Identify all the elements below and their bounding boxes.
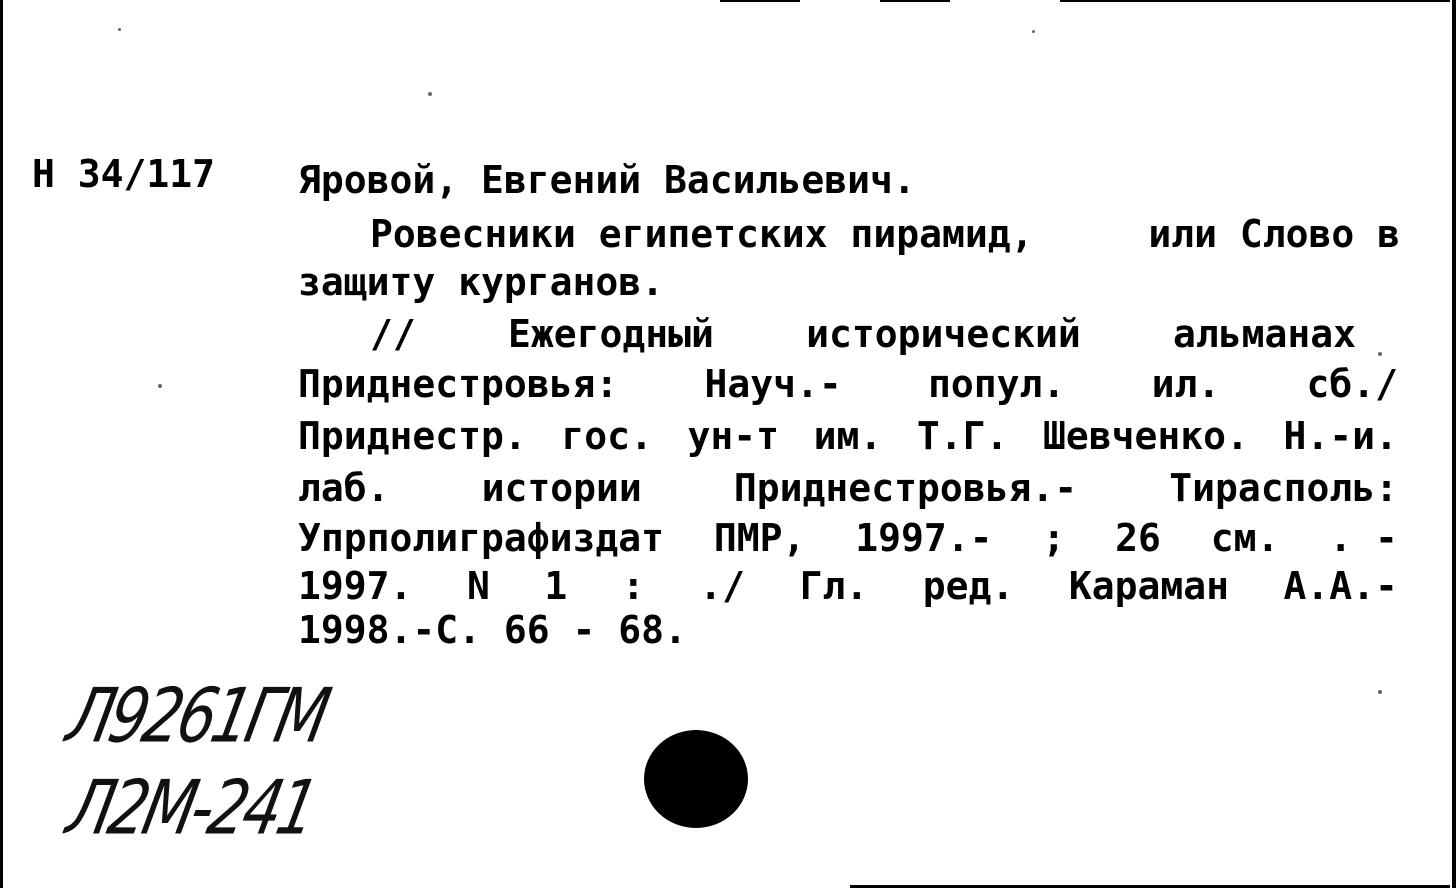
source-word: Приднестровья: (298, 362, 619, 406)
source-line-3 (298, 412, 1398, 460)
dust-speck (1032, 30, 1035, 33)
source-word: Упрполиграфиздат (298, 516, 665, 560)
source-word: ./ (699, 564, 746, 608)
source-word: ун-т (687, 414, 780, 458)
dust-speck (428, 92, 432, 96)
source-word: ил. (1151, 362, 1221, 406)
source-word: 1997. (298, 564, 413, 608)
dust-speck (118, 28, 121, 31)
source-line-7: 1998.-С. 66 - 68. (298, 608, 687, 652)
card-left-edge (0, 0, 3, 888)
source-word: Ежегодный (508, 312, 714, 356)
source-word: Приднестр. (298, 414, 527, 458)
shelfmark: Н 34/117 (32, 152, 216, 196)
source-word: Шевченко. (1043, 414, 1249, 458)
source-word: ; (1042, 516, 1066, 560)
source-word: сб./ (1306, 362, 1398, 406)
source-word: 1 (544, 564, 568, 608)
source-word: попул. (928, 362, 1066, 406)
source-word: // (370, 312, 416, 356)
source-word: . - (1329, 516, 1398, 560)
source-word: Н.-и. (1283, 414, 1398, 458)
source-word: 26 (1115, 516, 1161, 560)
source-word: Тирасполь: (1169, 466, 1398, 510)
handwritten-call-number: Л2М-241 (60, 764, 322, 852)
source-word: гос. (561, 414, 653, 458)
source-word: ПМР, (713, 516, 806, 560)
card-punch-hole (644, 730, 748, 828)
source-word: альманах (1172, 312, 1356, 356)
handwritten-inventory-number: Л9261ГМ (60, 672, 334, 760)
title-text: Ровесники египетских пирамид, (370, 212, 1034, 256)
source-word: Приднестровья.- (733, 466, 1078, 510)
source-word: ред. (922, 564, 1015, 608)
source-line-5 (298, 514, 1398, 562)
dust-speck (1378, 690, 1382, 694)
source-line-1 (370, 310, 1356, 358)
card-right-edge (1452, 0, 1456, 888)
source-word: N (466, 564, 490, 608)
source-word: Т.Г. (916, 414, 1009, 458)
card-top-edge-mark (720, 0, 800, 2)
source-word: истории (481, 466, 642, 510)
card-top-edge-mark (1060, 0, 1450, 2)
dust-speck (1378, 352, 1382, 356)
source-word: исторический (806, 312, 1081, 356)
source-word: 1997.- (855, 516, 993, 560)
source-word: : (621, 564, 645, 608)
title-text: или Слово в (1148, 212, 1400, 256)
source-word: см. (1210, 516, 1280, 560)
title-line-1 (370, 210, 1400, 258)
source-line-4 (298, 464, 1398, 512)
card-top-edge-mark (880, 0, 950, 2)
source-line-2 (298, 360, 1398, 408)
source-word: Гл. (799, 564, 869, 608)
title-line-2: защиту курганов. (298, 260, 665, 304)
source-word: А.А.- (1283, 564, 1398, 608)
author-heading: Яровой, Евгений Васильевич. (298, 158, 916, 202)
source-word: лаб. (298, 466, 390, 510)
source-word: им. (813, 414, 883, 458)
source-line-6 (298, 562, 1398, 610)
source-word: Науч.- (704, 362, 842, 406)
dust-speck (158, 384, 162, 388)
source-word: Караман (1068, 564, 1229, 608)
